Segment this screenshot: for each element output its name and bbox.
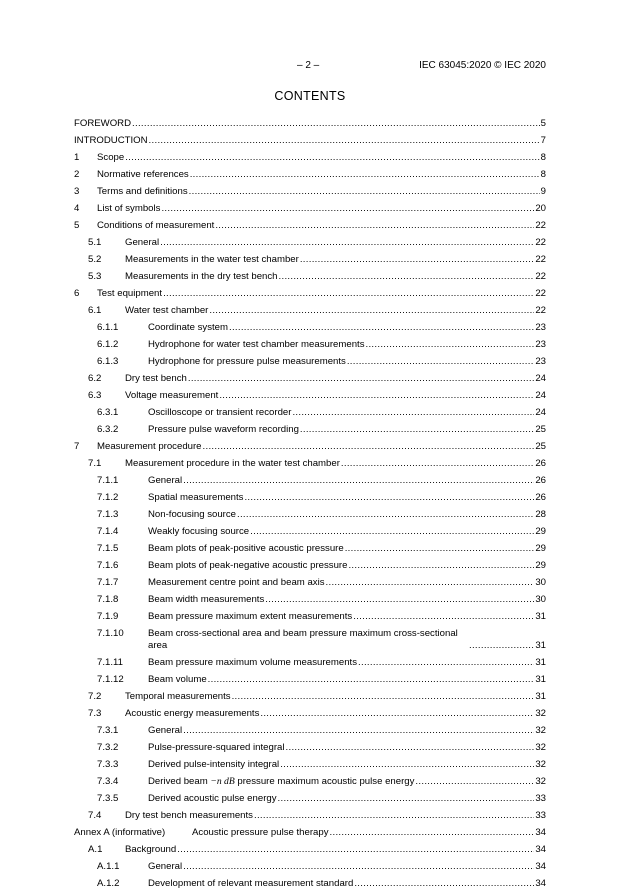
toc-label: Measurement procedure	[97, 441, 202, 452]
toc-entry-6-1-3[interactable]	[74, 351, 546, 368]
dot-leader	[232, 691, 535, 703]
dot-leader	[208, 674, 535, 686]
dot-leader	[149, 135, 540, 147]
toc-entry-annex-a[interactable]	[74, 822, 546, 839]
toc-label	[148, 776, 414, 788]
toc-page: 25	[535, 441, 546, 452]
page-header	[0, 60, 620, 74]
toc-number: 4	[74, 203, 80, 214]
toc-entry-7-3-2[interactable]	[74, 737, 546, 754]
toc-number: 7.1.4	[97, 526, 119, 537]
toc-entry-5[interactable]	[74, 215, 546, 232]
toc-entry-7-1[interactable]	[74, 453, 546, 470]
toc-number: 3	[74, 186, 80, 197]
toc-number: A.1.1	[97, 861, 120, 872]
toc-label: Test equipment	[97, 288, 163, 299]
toc-page: 24	[535, 373, 546, 384]
toc-entry-6[interactable]	[74, 283, 546, 300]
toc-label: Dry test bench measurements	[125, 810, 253, 821]
toc-entry-5-1[interactable]	[74, 232, 546, 249]
toc-entry-6-3-1[interactable]	[74, 402, 546, 419]
toc-entry-7-2[interactable]	[74, 686, 546, 703]
toc-page: 30	[535, 577, 546, 588]
toc-entry-2[interactable]	[74, 164, 546, 181]
toc-entry-1[interactable]	[74, 147, 546, 164]
dot-leader	[163, 288, 534, 300]
toc-number: 1	[74, 152, 80, 163]
toc-page: 25	[535, 424, 546, 435]
toc-number: 7.1.2	[97, 492, 119, 503]
toc-label: Beam plots of peak-positive acoustic pressure	[148, 543, 344, 554]
dot-leader	[183, 861, 534, 873]
toc-entry-7-3[interactable]	[74, 703, 546, 720]
toc-entry-5-2[interactable]	[74, 249, 546, 266]
dot-leader	[286, 742, 535, 754]
toc-number: 7.1.3	[97, 509, 119, 520]
toc-label: Weakly focusing source	[148, 526, 250, 537]
dot-leader	[219, 390, 534, 402]
dot-leader	[326, 577, 535, 589]
toc-label: Development of relevant measurement standard	[148, 878, 354, 889]
toc-number: 7.3.5	[97, 793, 119, 804]
toc-label: Beam plots of peak-negative acoustic pressure	[148, 560, 348, 571]
page-title: CONTENTS	[274, 89, 346, 103]
dot-leader	[254, 810, 534, 822]
dot-leader	[341, 458, 534, 470]
toc-entry-7-1-2[interactable]	[74, 487, 546, 504]
toc-number: Annex A (informative)	[74, 827, 166, 838]
toc-page: 32	[535, 708, 546, 719]
toc-number: A.1.2	[97, 878, 120, 889]
toc-entry-7-1-5[interactable]	[74, 538, 546, 555]
toc-label: Acoustic energy measurements	[125, 708, 260, 719]
toc-label: Beam volume	[148, 674, 207, 685]
dot-leader	[300, 424, 534, 436]
toc-page: 22	[535, 271, 546, 282]
toc-label: Measurement centre point and beam axis	[148, 577, 325, 588]
math-expression: −n dB	[210, 776, 235, 787]
toc-entry-6-2[interactable]	[74, 368, 546, 385]
toc-number: 6.3.2	[97, 424, 119, 435]
toc-entry-3[interactable]	[74, 181, 546, 198]
toc-label: General	[148, 725, 183, 736]
toc-number: 7.1.12	[97, 674, 124, 685]
toc-entry-7-1-11[interactable]	[74, 652, 546, 669]
toc-page: 32	[535, 776, 546, 787]
toc-page: 33	[535, 793, 546, 804]
toc-label: Hydrophone for water test chamber measurements	[148, 339, 365, 350]
toc-page: 33	[535, 810, 546, 821]
toc-page: 29	[535, 543, 546, 554]
toc-page: 5	[540, 118, 546, 129]
toc-page: 23	[535, 356, 546, 367]
toc-entry-4[interactable]	[74, 198, 546, 215]
toc-number: 7.1.7	[97, 577, 119, 588]
toc-entry-7-1-1[interactable]	[74, 470, 546, 487]
dot-leader	[203, 441, 535, 453]
toc-page: 22	[535, 254, 546, 265]
toc-entry-7-1-4[interactable]	[74, 521, 546, 538]
dot-leader	[260, 708, 534, 720]
toc-page: 26	[535, 475, 546, 486]
toc-entry-7[interactable]	[74, 436, 546, 453]
toc-label: Water test chamber	[125, 305, 209, 316]
toc-page: 26	[535, 458, 546, 469]
toc-label: Measurement procedure in the water test chamber	[125, 458, 340, 469]
toc-label: Scope	[97, 152, 125, 163]
toc-label: Normative references	[97, 169, 189, 180]
toc-label: List of symbols	[97, 203, 161, 214]
dot-leader	[244, 492, 534, 504]
toc-label: Coordinate system	[148, 322, 228, 333]
dot-leader	[177, 844, 534, 856]
toc-number: 7.3.3	[97, 759, 119, 770]
standard-identifier: IEC 63045:2020 © IEC 2020	[419, 60, 546, 71]
toc-label: Measurements in the water test chamber	[125, 254, 299, 265]
toc-label: Beam pressure maximum volume measurements	[148, 657, 358, 668]
dot-leader	[161, 203, 534, 215]
toc-label: General	[148, 475, 183, 486]
toc-page: 23	[535, 322, 546, 333]
toc-label: Voltage measurement	[125, 390, 219, 401]
dot-leader	[125, 152, 539, 164]
toc-label: Background	[125, 844, 177, 855]
toc-page: 34	[535, 878, 546, 889]
toc-number: 7.2	[88, 691, 102, 702]
toc-page: 34	[535, 861, 546, 872]
toc-entry-7-4[interactable]	[74, 805, 546, 822]
dot-leader	[330, 827, 535, 839]
toc-number: 5.3	[88, 271, 102, 282]
toc-page: 31	[535, 611, 546, 622]
dot-leader	[469, 640, 534, 652]
toc-label: Measurements in the dry test bench	[125, 271, 278, 282]
toc-entry-7-3-1[interactable]	[74, 720, 546, 737]
toc-label: Derived acoustic pulse energy	[148, 793, 277, 804]
toc-entry-5-3[interactable]	[74, 266, 546, 283]
toc-number: 6	[74, 288, 80, 299]
toc-number: 5	[74, 220, 80, 231]
toc-entry-7-1-7[interactable]	[74, 572, 546, 589]
toc-number: 6.2	[88, 373, 102, 384]
toc-entry-7-1-10[interactable]	[74, 623, 546, 652]
toc-label: Beam cross-sectional area and beam pressure maximum cross-sectional area	[148, 628, 458, 651]
toc-label: FOREWORD	[74, 118, 132, 129]
toc-label: General	[125, 237, 160, 248]
toc-number: 2	[74, 169, 80, 180]
toc-label: Pressure pulse waveform recording	[148, 424, 299, 435]
dot-leader	[215, 220, 534, 232]
toc-entry-6-1[interactable]	[74, 300, 546, 317]
toc-entry-7-1-9[interactable]	[74, 606, 546, 623]
dot-leader	[366, 339, 535, 351]
toc-number: 7.3.2	[97, 742, 119, 753]
toc-page: 9	[540, 186, 546, 197]
toc-label: Conditions of measurement	[97, 220, 215, 231]
toc-page: 23	[535, 339, 546, 350]
dot-leader	[132, 118, 540, 130]
toc-number: 5.1	[88, 237, 102, 248]
toc-page: 26	[535, 492, 546, 503]
toc-page: 24	[535, 407, 546, 418]
toc-page: 32	[535, 742, 546, 753]
toc-number: 5.2	[88, 254, 102, 265]
table-of-contents	[74, 113, 546, 890]
toc-entry-6-1-1[interactable]	[74, 317, 546, 334]
toc-entry-7-1-8[interactable]	[74, 589, 546, 606]
toc-page: 24	[535, 390, 546, 401]
dot-leader	[183, 475, 534, 487]
toc-page: 22	[535, 288, 546, 299]
toc-page: 22	[535, 220, 546, 231]
dot-leader	[348, 560, 534, 572]
toc-page: 7	[540, 135, 546, 146]
dot-leader	[160, 237, 534, 249]
toc-number: 6.1.1	[97, 322, 119, 333]
dot-leader	[209, 305, 534, 317]
toc-page: 8	[540, 169, 546, 180]
toc-label: Hydrophone for pressure pulse measurements	[148, 356, 346, 367]
page-number: – 2 –	[297, 60, 320, 71]
dot-leader	[189, 186, 540, 198]
dot-leader	[358, 657, 534, 669]
toc-label-part: pressure maximum acoustic pulse energy	[234, 776, 415, 787]
toc-entry-7-1-6[interactable]	[74, 555, 546, 572]
toc-label: Dry test bench	[125, 373, 187, 384]
toc-number: 7.1	[88, 458, 102, 469]
toc-entry-a-1-2[interactable]	[74, 873, 546, 890]
dot-leader	[345, 543, 535, 555]
toc-label: Oscilloscope or transient recorder	[148, 407, 292, 418]
toc-number: 7.1.9	[97, 611, 119, 622]
toc-label: Pulse-pressure-squared integral	[148, 742, 285, 753]
toc-number: 6.3.1	[97, 407, 119, 418]
toc-entry-6-1-2[interactable]	[74, 334, 546, 351]
dot-leader	[353, 611, 534, 623]
toc-label: Spatial measurements	[148, 492, 244, 503]
toc-page: 30	[535, 594, 546, 605]
toc-number: 6.1.3	[97, 356, 119, 367]
toc-number: 7.3.1	[97, 725, 119, 736]
toc-page: 22	[535, 237, 546, 248]
dot-leader	[415, 776, 534, 788]
dot-leader	[237, 509, 534, 521]
toc-page: 31	[535, 674, 546, 685]
dot-leader	[354, 878, 534, 890]
toc-number: 7.3	[88, 708, 102, 719]
toc-page: 22	[535, 305, 546, 316]
toc-label: Derived pulse-intensity integral	[148, 759, 280, 770]
dot-leader	[188, 373, 534, 385]
dot-leader	[292, 407, 534, 419]
toc-entry-a-1-1[interactable]	[74, 856, 546, 873]
toc-entry-7-1-3[interactable]	[74, 504, 546, 521]
toc-page: 20	[535, 203, 546, 214]
toc-entry-7-1-12[interactable]	[74, 669, 546, 686]
toc-number: 6.1.2	[97, 339, 119, 350]
toc-page: 34	[535, 827, 546, 838]
toc-entry-7-3-5[interactable]	[74, 788, 546, 805]
toc-number: 7.1.1	[97, 475, 119, 486]
toc-page: 32	[535, 759, 546, 770]
toc-page: 31	[535, 691, 546, 702]
dot-leader	[250, 526, 534, 538]
toc-entry-6-3[interactable]	[74, 385, 546, 402]
toc-page: 32	[535, 725, 546, 736]
toc-number: 7.4	[88, 810, 102, 821]
toc-entry-a-1[interactable]	[74, 839, 546, 856]
toc-label: Acoustic pressure pulse therapy	[192, 827, 329, 838]
dot-leader	[347, 356, 534, 368]
dot-leader	[300, 254, 534, 266]
toc-entry-foreword[interactable]	[74, 113, 546, 130]
toc-label: Non-focusing source	[148, 509, 236, 520]
dot-leader	[279, 271, 535, 283]
toc-label: Beam pressure maximum extent measurements	[148, 611, 353, 622]
toc-number: 7.1.11	[97, 657, 123, 668]
dot-leader	[280, 759, 534, 771]
toc-number: 6.1	[88, 305, 102, 316]
toc-label: Temporal measurements	[125, 691, 231, 702]
toc-entry-introduction[interactable]	[74, 130, 546, 147]
toc-page: 31	[535, 657, 546, 668]
toc-number: 7	[74, 441, 80, 452]
dot-leader	[229, 322, 534, 334]
toc-number: 7.1.8	[97, 594, 119, 605]
toc-page: 34	[535, 844, 546, 855]
toc-label: General	[148, 861, 183, 872]
dot-leader	[278, 793, 535, 805]
toc-page: 29	[535, 560, 546, 571]
toc-page: 8	[540, 152, 546, 163]
dot-leader	[183, 725, 534, 737]
toc-number: A.1	[88, 844, 103, 855]
toc-label: INTRODUCTION	[74, 135, 148, 146]
toc-number: 7.1.5	[97, 543, 119, 554]
dot-leader	[190, 169, 540, 181]
toc-page: 31	[535, 640, 546, 651]
toc-number: 7.1.6	[97, 560, 119, 571]
toc-number: 7.3.4	[97, 776, 119, 787]
toc-page: 28	[535, 509, 546, 520]
toc-entry-7-3-4[interactable]	[74, 771, 546, 788]
toc-number: 6.3	[88, 390, 102, 401]
toc-page: 29	[535, 526, 546, 537]
dot-leader	[265, 594, 534, 606]
toc-label: Terms and definitions	[97, 186, 188, 197]
toc-label: Beam width measurements	[148, 594, 265, 605]
toc-entry-7-3-3[interactable]	[74, 754, 546, 771]
toc-number: 7.1.10	[97, 628, 124, 639]
toc-entry-6-3-2[interactable]	[74, 419, 546, 436]
toc-label-part: Derived beam	[148, 776, 211, 787]
